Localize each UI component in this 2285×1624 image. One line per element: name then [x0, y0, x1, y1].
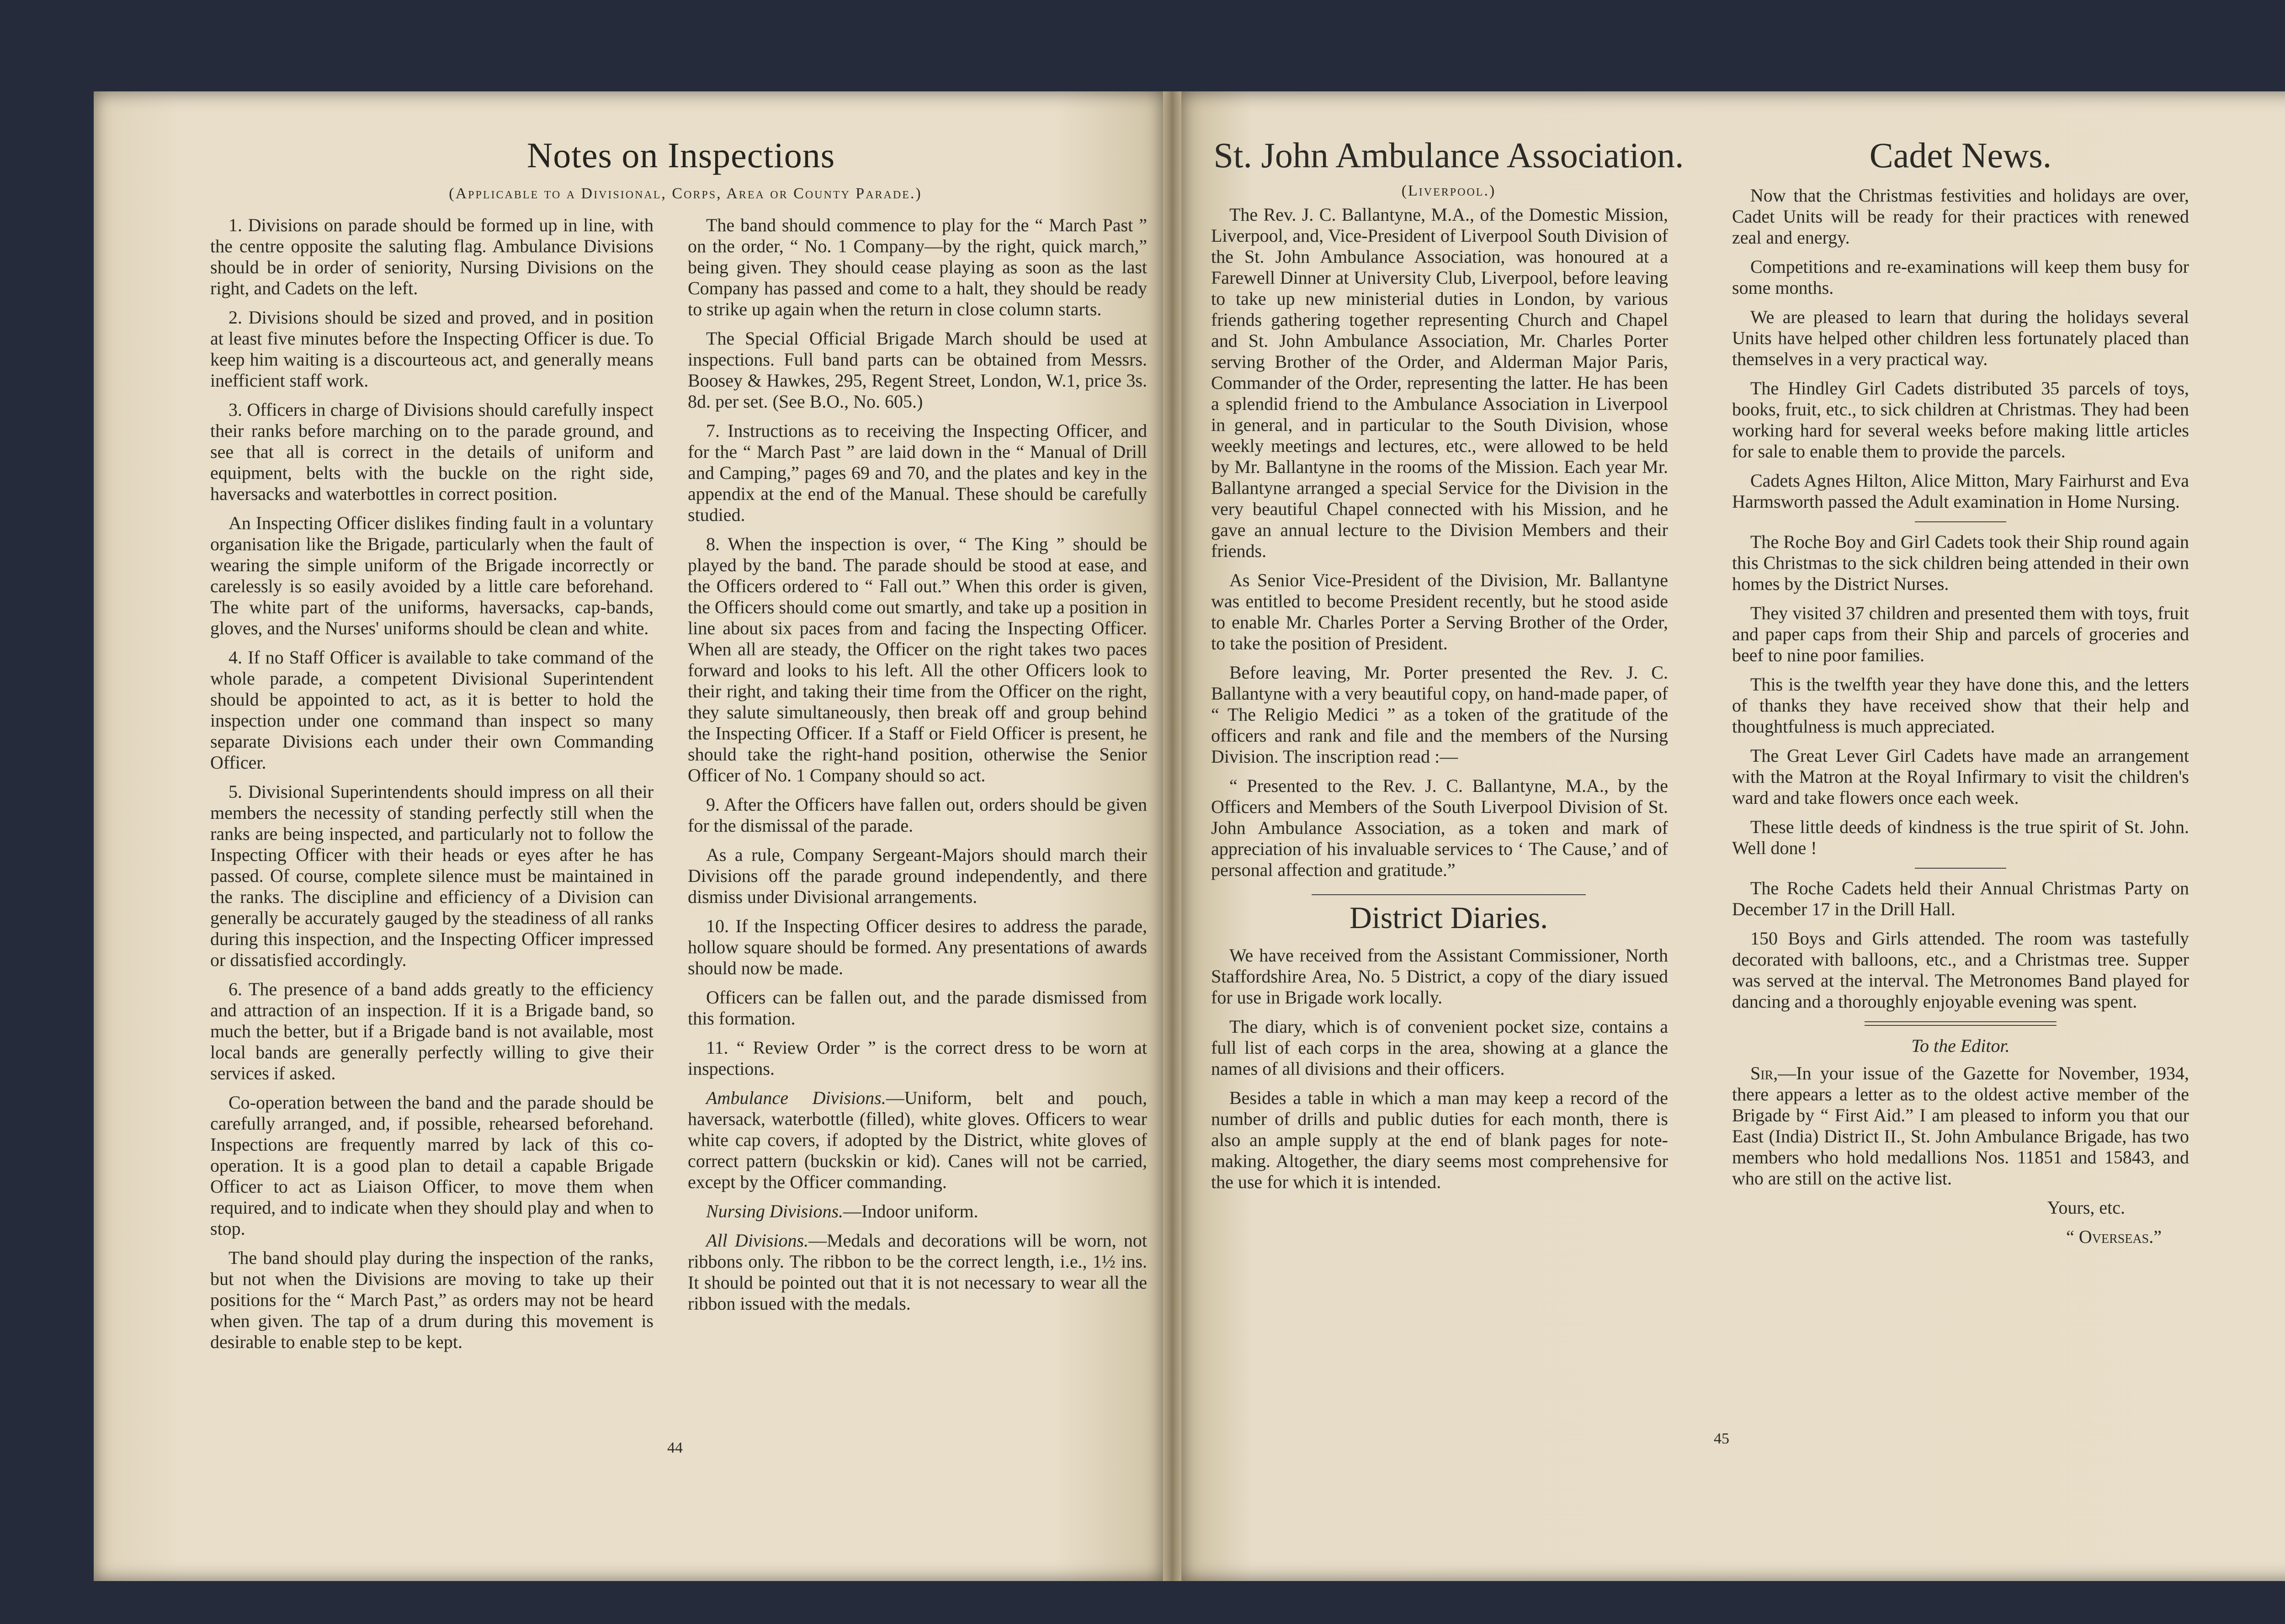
- dress-entry: [688, 1088, 1147, 1193]
- page-title: Notes on Inspections: [526, 135, 835, 175]
- editor-body: —In your issue of the Gazette for November, 1934, there appears a letter as to the oldest active member of the Brigade by “ First Aid.” I am pleased to inform you that our East (India) District II., St. John Ambulance Brigade, has two members who hold medallions Nos. 11851 and 15843, and who are still on the active list.: [1732, 1063, 2189, 1189]
- cadet-news-heading: Cadet News.: [1869, 135, 2052, 175]
- paragraph: 2. Divisions should be sized and proved, and in position at least five minutes before the Inspecting Officer is due. To keep him waiting is a discourteous act, and generally means inefficient staff work.: [210, 307, 654, 391]
- dress-text: —Uniform, belt and pouch, haversack, waterbottle (filled), white gloves. Officers to wear white cap covers, if adopted by the District, white gloves of correct pattern (buckskin or kid). Canes will not be carried, except by the Officer commanding.: [688, 1088, 1147, 1192]
- paragraph: Besides a table in which a man may keep a record of the number of drills and public duties for each month, there is also an ample supply at the end of blank pages for note-making. Altogether, the diary seems most comprehensive for the use for which it is intended.: [1211, 1088, 1668, 1192]
- paragraph: 7. Instructions as to receiving the Inspecting Officer, and for the “ March Past ” are laid down in the “ Manual of Drill and Camping,” pages 69 and 70, and the plates and key in the appendix at the end of the Manual. These should be carefully studied.: [688, 420, 1147, 525]
- page-number-left: 44: [667, 1439, 683, 1456]
- editor-salutation: Sir,: [1750, 1063, 1778, 1083]
- editor-closing: Yours, etc.: [2047, 1197, 2125, 1218]
- left-column-2: [688, 215, 1147, 1322]
- paragraph: The Special Official Brigade March should be used at inspections. Full band parts can be obtained from Messrs. Boosey & Hawkes, 295, Regent Street, London, W.1, price 3s. 8d. per set. (See B.O., No. 605.): [688, 328, 1147, 412]
- right-column-2: [1732, 135, 2189, 1256]
- right-column-1: [1211, 135, 1686, 1201]
- paragraph: Cadets Agnes Hilton, Alice Mitton, Mary Fairhurst and Eva Harmsworth passed the Adult examination in Home Nursing.: [1732, 470, 2189, 512]
- left-column-1: [210, 215, 654, 1361]
- double-divider-rule: [1865, 1021, 2056, 1026]
- sja-article: [1211, 204, 1668, 881]
- dress-entry: [688, 1201, 1147, 1222]
- district-diaries-heading: District Diaries.: [1349, 900, 1548, 935]
- paragraph: The Roche Cadets held their Annual Christmas Party on December 17 in the Drill Hall.: [1732, 878, 2189, 919]
- paragraph: The Hindley Girl Cadets distributed 35 parcels of toys, books, fruit, etc., to sick children at Christmas. They had been working hard for several weeks before making little articles for sale to enable them to provide the parcels.: [1732, 378, 2189, 462]
- paragraph: The Great Lever Girl Cadets have made an arrangement with the Matron at the Royal Infirmary to visit the children's ward and take flowers once each week.: [1732, 745, 2189, 808]
- dress-label: Nursing Divisions.: [706, 1201, 844, 1221]
- sja-subheading: (Liverpool.): [1401, 182, 1496, 199]
- page-number-right: 45: [1714, 1430, 1729, 1447]
- paragraph: 11. “ Review Order ” is the correct dress to be worn at inspections.: [688, 1037, 1147, 1079]
- paragraph: 8. When the inspection is over, “ The King ” should be played by the band. The parade should be stood at ease, and the Officers ordered to “ Fall out.” When this order is given, the Officers should come out smartly, and take up a position in line about six paces from and facing the Inspecting Officer. When all are steady, the Officer on the right takes two paces forward and looks to his left. All the other Officers look to their right, and taking their time from the Officer on the right, they salute simultaneously, then break off and group behind the Inspecting Officer. If a Staff or Field Officer is present, he should take the right-hand position, otherwise the Senior Officer of No. 1 Company should so act.: [688, 534, 1147, 785]
- cadet-news-part-2: [1732, 531, 2189, 859]
- paragraph: 1. Divisions on parade should be formed up in line, with the centre opposite the saluting flag. Ambulance Divisions should be in order of seniority, Nursing Divisions on the right, and Cadets on the left.: [210, 215, 654, 298]
- paragraph: Officers can be fallen out, and the parade dismissed from this formation.: [688, 987, 1147, 1029]
- paragraph: As a rule, Company Sergeant-Majors should march their Divisions off the parade ground independently, and there dismiss under Divisional arrangements.: [688, 844, 1147, 907]
- editor-letter: [1732, 1063, 2189, 1247]
- paragraph: The band should commence to play for the “ March Past ” on the order, “ No. 1 Company—by the right, quick march,” being given. They should cease playing as soon as the last Company has passed and come to a halt, they should be ready to strike up again when the return in close column starts.: [688, 215, 1147, 319]
- paragraph: As Senior Vice-President of the Division, Mr. Ballantyne was entitled to become President recently, but he stood aside to enable Mr. Charles Porter a Serving Brother of the Order, to take the position of President.: [1211, 570, 1668, 653]
- paragraph: Co-operation between the band and the parade should be carefully arranged, and, if possible, rehearsed beforehand. Inspections are frequently marred by lack of this co-operation. It is a good plan to detail a capable Brigade Officer to act as Liaison Officer, to move them when required, and to indicate when they should play and when to stop.: [210, 1092, 654, 1239]
- paragraph: This is the twelfth year they have done this, and the letters of thanks they have received show that their help and thoughtfulness is much appreciated.: [1732, 674, 2189, 737]
- divider-rule: [1312, 894, 1586, 895]
- paragraph: We are pleased to learn that during the holidays several Units have helped other children less fortunately placed than themselves in a very practical way.: [1732, 307, 2189, 369]
- paragraph: Competitions and re-examinations will keep them busy for some months.: [1732, 256, 2189, 298]
- district-diaries-article: [1211, 945, 1668, 1193]
- paragraph: 6. The presence of a band adds greatly to the efficiency and attraction of an inspection. If it is a Brigade band, so much the better, but if a Brigade band is not available, most local bands are generally perfectly willing to give their services if asked.: [210, 979, 654, 1083]
- paragraph: The Rev. J. C. Ballantyne, M.A., of the Domestic Mission, Liverpool, and, Vice-President of Liverpool South Division of the St. John Ambulance Association, was honoured at a Farewell Dinner at University Club, Liverpool, before leaving to take up new ministerial duties in London, by various friends gathering together representing Church and Chapel and St. John Ambulance Association, Mr. Charles Porter serving Brother of the Order, and Alderman Major Paris, Commander of the Order, representing the latter. He has been a splendid friend to the Ambulance Association in Liverpool in general, and in particular to the South Division, whose weekly meetings and lectures, etc., were allowed to be held by Mr. Ballantyne in the rooms of the Mission. Each year Mr. Ballantyne arranged a special Service for the Division in the very beautiful Chapel connected with his Mission, and he gave an annual lecture to the Division Members and their friends.: [1211, 204, 1668, 561]
- paragraph: We have received from the Assistant Commissioner, North Staffordshire Area, No. 5 District, a copy of the diary issued for use in Brigade work locally.: [1211, 945, 1668, 1008]
- book-gutter: [1163, 91, 1181, 1581]
- dress-text: —Indoor uniform.: [843, 1201, 978, 1221]
- paragraph: They visited 37 children and presented them with toys, fruit and paper caps from their Ship and parcels of groceries and beef to nine poor families.: [1732, 603, 2189, 665]
- paragraph: Now that the Christmas festivities and holidays are over, Cadet Units will be ready for their practices with renewed zeal and energy.: [1732, 185, 2189, 248]
- divider-rule: [1915, 521, 2006, 522]
- divider-rule: [1915, 868, 2006, 869]
- paragraph: 150 Boys and Girls attended. The room was tastefully decorated with balloons, etc., and a Christmas tree. Supper was served at the interval. The Metronomes Band played for dancing and a thoroughly enjoyable evening was spent.: [1732, 928, 2189, 1012]
- dress-text: —Medals and decorations will be worn, not ribbons only. The ribbon to be the correct length, i.e., 1½ ins. It should be pointed out that it is not necessary to wear all the ribbon issued with the medals.: [688, 1230, 1148, 1314]
- paragraph: 3. Officers in charge of Divisions should carefully inspect their ranks before marching on to the parade ground, and see that all is correct in the details of uniform and equipment, belts with the buckle on the right side, haversacks and waterbottles in correct position.: [210, 399, 654, 504]
- paragraph: These little deeds of kindness is the true spirit of St. John. Well done !: [1732, 817, 2189, 858]
- cadet-news-part-1: [1732, 185, 2189, 512]
- editor-heading: To the Editor.: [1911, 1035, 2010, 1056]
- paragraph: Before leaving, Mr. Porter presented the Rev. J. C. Ballantyne with a very beautiful copy, on hand-made paper, of “ The Religio Medici ” as a token of the gratitude of the officers and rank and file and the members of the Nursing Division. The inscription read :—: [1211, 662, 1668, 767]
- paragraph: The Roche Boy and Girl Cadets took their Ship round again this Christmas to the sick children being attended in their own homes by the District Nurses.: [1732, 531, 2189, 594]
- dress-label: All Divisions.: [706, 1230, 809, 1251]
- paragraph: 4. If no Staff Officer is available to take command of the whole parade, a competent Divisional Superintendent should be appointed to act, as it is better to hold the inspection under one command than inspect so many separate Divisions each under their own Commanding Officer.: [210, 647, 654, 773]
- dress-label: Ambulance Divisions.: [706, 1088, 886, 1108]
- cadet-news-part-3: [1732, 878, 2189, 1012]
- paragraph: 10. If the Inspecting Officer desires to address the parade, hollow square should be formed. Any presentations of awards should now be made.: [688, 916, 1147, 978]
- paragraph: 5. Divisional Superintendents should impress on all their members the necessity of standing perfectly still when the ranks are being inspected, and particularly not to follow the Inspecting Officer with their heads or eyes after he has passed. Of course, complete silence must be maintained in the ranks. The discipline and efficiency of a Division can generally be accurately gauged by the steadiness of all ranks during this inspection, and the Inspecting Officer impressed or dissatisfied accordingly.: [210, 781, 654, 970]
- paragraph: The band should play during the inspection of the ranks, but not when the Divisions are moving to take up their positions for the “ March Past,” as orders may not be heard when given. The tap of a drum during this movement is desirable to enable step to be kept.: [210, 1247, 654, 1352]
- paragraph: The diary, which is of convenient pocket size, contains a full list of each corps in the area, showing at a glance the names of all divisions and their officers.: [1211, 1016, 1668, 1079]
- paragraph: “ Presented to the Rev. J. C. Ballantyne, M.A., by the Officers and Members of the South Liverpool Division of St. John Ambulance Association, as a token and mark of appreciation of his invaluable services to ‘ The Cause,’ and of personal affection and gratitude.”: [1211, 775, 1668, 880]
- page-subtitle: (Applicable to a Divisional, Corps, Area or County Parade.): [449, 185, 922, 202]
- editor-signature: “ Overseas.”: [2066, 1226, 2162, 1247]
- sja-heading: St. John Ambulance Association.: [1213, 135, 1684, 175]
- dress-entry: [688, 1230, 1147, 1314]
- paragraph: 9. After the Officers have fallen out, orders should be given for the dismissal of the parade.: [688, 794, 1147, 836]
- paragraph: An Inspecting Officer dislikes finding fault in a voluntary organisation like the Brigade, particularly when the fault of wearing the simple uniform of the Brigade incorrectly or carelessly is so easily avoided by a little care beforehand. The white part of the uniforms, haversacks, cap-bands, gloves, and the Nurses' uniforms should be clean and white.: [210, 513, 654, 638]
